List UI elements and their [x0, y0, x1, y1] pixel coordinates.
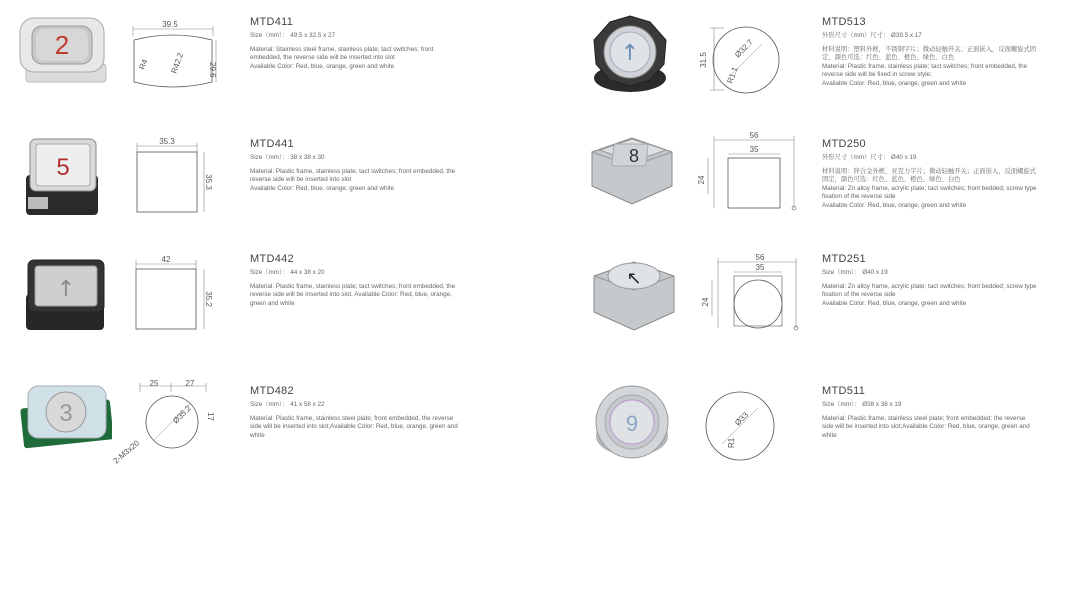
product-photo — [588, 12, 672, 105]
material-text: Material: Plastic frame, stainless plate; tact switches; front embedded, the reverse side will be inserted into slot, Available Color: Red, blue, orange, green and white — [250, 282, 456, 307]
size-label: Size（mm）： — [250, 401, 289, 408]
button-glyph: 9 — [625, 411, 639, 436]
color-options: Available Color: Red, blue, orange, green and white — [822, 79, 967, 87]
product-photo — [586, 126, 678, 215]
size-label: Size（mm）： — [822, 401, 861, 408]
button-glyph: 5 — [56, 154, 70, 181]
dim-label: 42 — [161, 255, 171, 264]
size-value: Ø40 x 19 — [862, 269, 888, 276]
product-info — [822, 385, 1037, 440]
size-label: Size（mm）： — [250, 154, 289, 161]
size-label: 外形尺寸（mm）尺寸： — [822, 32, 890, 39]
product-info — [250, 385, 465, 440]
product-photo — [590, 382, 674, 471]
dim-label: R4 — [137, 57, 150, 71]
button-glyph: 8 — [628, 146, 640, 166]
button-glyph: 2 — [54, 30, 70, 60]
size-label: Size（mm）： — [822, 269, 861, 276]
product-photo — [588, 250, 680, 339]
product-photo — [22, 135, 102, 226]
material-text: Material: Plastic frame, stainless plate; tact switches; front embedded, the reverse side will be inserted into slot — [250, 167, 456, 184]
model-name: MTD411 — [250, 16, 294, 28]
dimension-drawing — [130, 22, 220, 92]
material-text: Material: Zn alloy frame, acrylic plate; tact switches; front bedded; screw type fixation of the reverse side — [822, 282, 1037, 299]
size-value: 44 x 38 x 20 — [290, 269, 325, 276]
size-value: Ø38 x 38 x 19 — [862, 401, 902, 408]
dim-label: 2-M3x20 — [111, 438, 142, 466]
color-options: Available Color: Red, blue, orange, green and white — [822, 201, 967, 209]
dim-label: 56 — [749, 131, 759, 140]
material-text-cn: 材料说明：锌合金外框，亚克力字片；微动轻触开关；正面嵌入，反面螺旋式固定，颜色可选：红色、蓝色、橙色、绿色、白色 — [822, 167, 1037, 184]
size-label: Size（mm）： — [250, 32, 289, 39]
size-value: 49.5 x 32.5 x 27 — [290, 32, 336, 39]
button-glyph: ↑ — [620, 41, 640, 66]
product-photo — [22, 256, 108, 341]
dim-label: 35 — [755, 263, 765, 272]
button-glyph: ↖ — [626, 268, 642, 289]
dim-label: Ø35.2 — [171, 403, 193, 426]
dim-label: R1.1 — [725, 65, 740, 85]
material-text: Material: Plastic frame, stainless steel plate; front embedded; the reverse side will be inserted into slot;Available Color: Red, blue, orange, green and white — [822, 414, 1030, 439]
color-options: Available Color: Red, blue, orange, green and white — [822, 299, 967, 307]
size-value: 38 x 38 x 30 — [290, 154, 325, 161]
product-info — [822, 138, 1037, 211]
size-label: 外形尺寸（mm）尺寸： — [822, 154, 890, 161]
dim-label: 35 — [749, 145, 759, 154]
dim-label: 17 — [206, 412, 215, 421]
dim-label: 24 — [697, 175, 706, 185]
model-name: MTD482 — [250, 385, 294, 397]
product-info — [250, 138, 465, 193]
color-options: Available Color: Red, blue, orange, green and white — [250, 184, 395, 192]
product-info — [822, 253, 1037, 308]
dimension-drawing — [132, 255, 216, 335]
dim-label: 29.6 — [208, 62, 217, 78]
product-photo — [16, 376, 112, 455]
dim-label: 35.2 — [204, 291, 213, 307]
dim-label: 24 — [701, 297, 710, 307]
size-value: 41 x 58 x 22 — [290, 401, 325, 408]
dim-label: 39.5 — [162, 20, 178, 29]
size-value: Ø40 x 19 — [890, 154, 917, 161]
size-label: Size（mm）： — [250, 269, 289, 276]
size-value: Ø39.5 x 17 — [890, 32, 922, 39]
dim-label: R42.2 — [169, 51, 186, 75]
dimension-drawing — [700, 254, 804, 338]
material-text: Material: Plastic frame, stainless plate; tact switches; front embedded, the reverse side will be fixed in screw style; — [822, 62, 1028, 79]
material-text-cn: 材料说明：塑料外框，不锈钢字片；微动轻触开关；正面嵌入，反面螺旋式固定，颜色可选：红色、蓝色、橙色、绿色、白色 — [822, 45, 1037, 62]
model-name: MTD251 — [822, 253, 866, 265]
product-info — [250, 253, 465, 308]
model-name: MTD441 — [250, 138, 294, 150]
button-glyph: 3 — [59, 400, 73, 427]
dim-label: R1 — [727, 437, 736, 448]
dim-label: 35.3 — [204, 174, 213, 190]
model-name: MTD442 — [250, 253, 294, 265]
material-text: Material: Stainless steel frame, stainless plate; tact switches; front embedded, the reverse side will be inserted into slot — [250, 45, 434, 62]
dim-label: 31.5 — [699, 52, 708, 68]
dimension-drawing — [694, 24, 784, 98]
dim-label: 56 — [755, 253, 765, 262]
material-text: Material: Plastic frame, stainless steel plate; front embedded, the reverse side will be inserted into slot;Available Color: Red, blue, orange, green and white — [250, 414, 458, 439]
product-photo — [18, 12, 110, 95]
dim-label: 25 — [149, 379, 159, 388]
model-name: MTD511 — [822, 385, 866, 397]
model-name: MTD513 — [822, 16, 866, 28]
button-glyph: ↑ — [56, 277, 76, 302]
dimension-drawing — [696, 132, 802, 214]
dim-label: 35.3 — [159, 137, 175, 146]
dimension-drawing — [104, 378, 214, 474]
model-name: MTD250 — [822, 138, 866, 150]
product-info — [250, 16, 465, 71]
dimension-drawing — [132, 138, 212, 218]
dim-label: Ø33 — [733, 410, 751, 428]
dim-label: Ø32.7 — [733, 37, 755, 60]
color-options: Available Color: Red, blue, orange, green and white — [250, 62, 395, 70]
product-info — [822, 16, 1037, 89]
dim-label: 27 — [185, 379, 195, 388]
material-text: Material: Zn alloy frame, acrylic plate; tact switches; front bedded; screw type fixation of the reverse side — [822, 184, 1037, 201]
dimension-drawing — [702, 388, 782, 468]
